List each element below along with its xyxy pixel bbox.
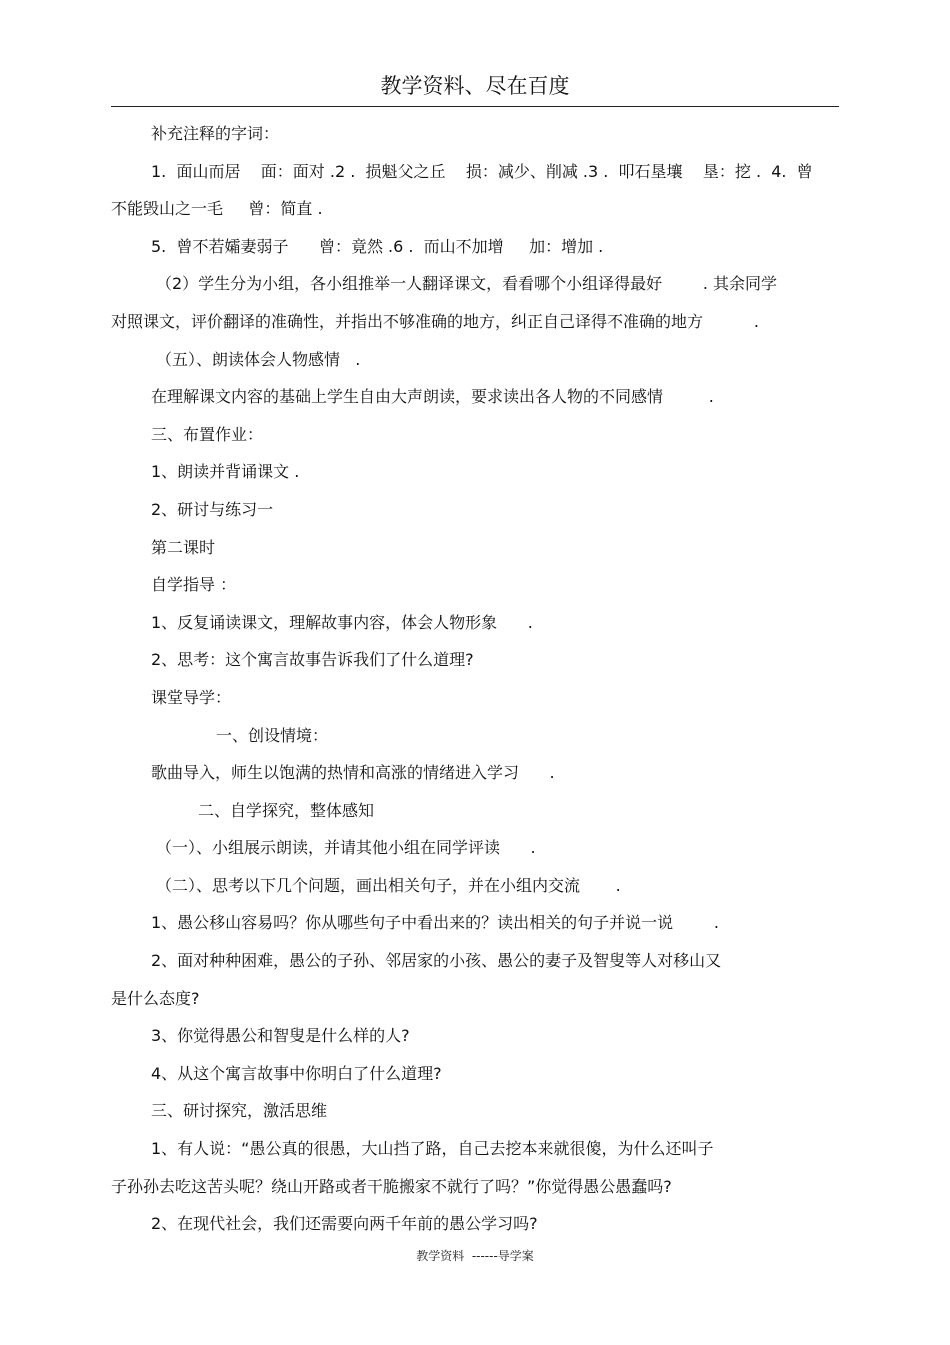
text-line: 自学指导 ： bbox=[151, 575, 237, 595]
text-line: （五）、朗读体会人物感情 . bbox=[156, 349, 361, 369]
text-line: 三、布置作业： bbox=[151, 424, 264, 444]
text-line: 1、愚公移山容易吗？你从哪些句子中看出来的？读出相关的句子并说一说 . bbox=[151, 913, 719, 933]
text-line: 补充注释的字词： bbox=[151, 124, 280, 143]
text-line: 1、有人说：“愚公真的很愚，大山挡了路，自己去挖本来就很傻，为什么还叫子 bbox=[151, 1139, 714, 1159]
text-line: 二、自学探究，整体感知 bbox=[198, 800, 375, 820]
text-line: 在理解课文内容的基础上学生自由大声朗读，要求读出各人物的不同感情 . bbox=[151, 387, 714, 407]
text-line: 2、思考：这个寓言故事告诉我们了什么道理? bbox=[151, 650, 474, 670]
page-footer: 教学资料 ------导学案 bbox=[416, 1249, 534, 1263]
text-line: 2、面对种种困难，愚公的子孙、邻居家的小孩、愚公的妻子及智叟等人对移山又 bbox=[151, 951, 722, 971]
text-line: 三、研讨探究，激活思维 bbox=[151, 1101, 328, 1121]
text-line: 是什么态度? bbox=[111, 988, 200, 1008]
header-divider bbox=[111, 106, 839, 107]
text-line: 歌曲导入，师生以饱满的热情和高涨的情绪进入学习 . bbox=[151, 763, 555, 783]
text-line: 不能毁山之一毛 曾：简直 . bbox=[111, 199, 323, 219]
page-header-title: 教学资料、尽在百度 bbox=[380, 74, 570, 98]
text-line: （一）、小组展示朗读，并请其他小组在同学评读 . bbox=[156, 838, 536, 858]
text-line: 4、从这个寓言故事中你明白了什么道理? bbox=[151, 1063, 442, 1083]
text-line: 1. 面山而居 面：面对 .2 . 损魁父之丘 损：减少、削减 .3 . 叩石垦壤 垦：挖 . 4. 曾 bbox=[151, 161, 813, 181]
text-line: 对照课文，评价翻译的准确性，并指出不够准确的地方，纠正自己译得不准确的地方 . bbox=[111, 311, 759, 331]
text-line: （二）、思考以下几个问题，画出相关句子，并在小组内交流 . bbox=[156, 875, 621, 895]
text-line: 2、在现代社会，我们还需要向两千年前的愚公学习吗? bbox=[151, 1214, 538, 1234]
text-line: 子孙孙去吃这苦头呢？绕山开路或者干脆搬家不就行了吗？”你觉得愚公愚蠢吗? bbox=[111, 1176, 672, 1196]
text-line: 1、朗读并背诵课文 . bbox=[151, 462, 300, 482]
text-line: 2、研讨与练习一 bbox=[151, 499, 274, 519]
text-line: 3、你觉得愚公和智叟是什么样的人? bbox=[151, 1026, 410, 1046]
text-line: 课堂导学： bbox=[151, 687, 232, 707]
text-line: 1、反复诵读课文，理解故事内容，体会人物形象 . bbox=[151, 612, 533, 632]
text-line: 一、创设情境： bbox=[216, 725, 329, 745]
text-line: 5. 曾不若孀妻弱子 曾：竟然 .6 . 而山不加增 加：增加 . bbox=[151, 236, 604, 256]
text-line: 第二课时 bbox=[151, 537, 216, 557]
document-body bbox=[111, 115, 839, 1243]
text-line: （2）学生分为小组，各小组推举一人翻译课文，看看哪个小组译得最好 . 其余同学 bbox=[156, 274, 778, 294]
